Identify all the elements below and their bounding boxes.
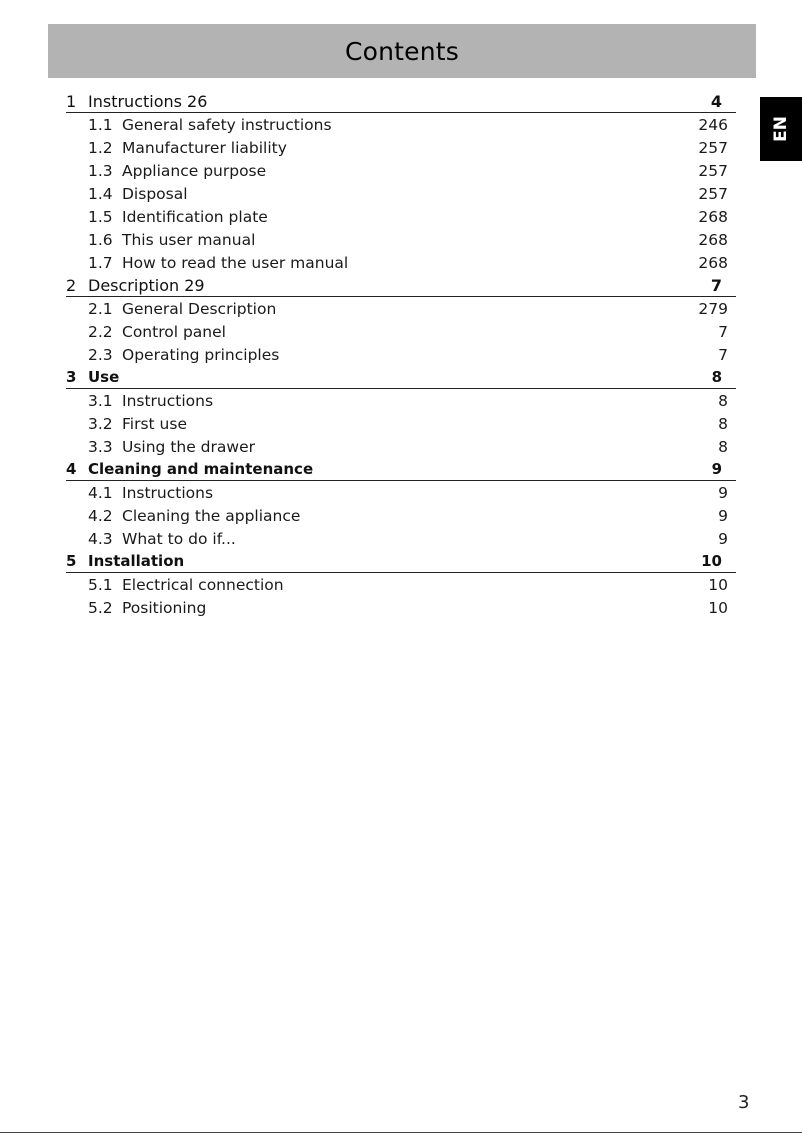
section-title: Instructions 26 [88, 92, 208, 111]
item-title: How to read the user manual [122, 254, 349, 272]
toc-item[interactable] [66, 159, 736, 182]
item-title: Cleaning the appliance [122, 507, 301, 525]
item-number: 1.2 [88, 139, 113, 157]
item-number: 2.3 [88, 346, 113, 364]
page-title: Contents [344, 36, 460, 66]
section-number: 1 [66, 92, 77, 111]
item-number: 1.3 [88, 162, 113, 180]
toc-section[interactable] [66, 550, 736, 573]
toc-item[interactable] [66, 504, 736, 527]
item-title: Manufacturer liability [122, 139, 287, 157]
section-number: 5 [66, 552, 77, 570]
item-number: 3.1 [88, 392, 113, 410]
item-page: 9 [718, 484, 728, 502]
item-number: 1.7 [88, 254, 113, 272]
toc-section[interactable] [66, 458, 736, 481]
section-title: Cleaning and maintenance [88, 460, 314, 478]
toc-section[interactable] [66, 274, 736, 297]
toc-item[interactable] [66, 527, 736, 550]
item-page: 246 [698, 116, 728, 134]
toc-item[interactable] [66, 412, 736, 435]
item-title: Operating principles [122, 346, 280, 364]
toc-section[interactable] [66, 366, 736, 389]
toc-item[interactable] [66, 228, 736, 251]
table-of-contents [66, 90, 736, 619]
item-page: 9 [718, 530, 728, 548]
item-page: 7 [718, 346, 728, 364]
item-title: Instructions [122, 484, 214, 502]
toc-item[interactable] [66, 320, 736, 343]
section-page: 9 [711, 460, 722, 478]
item-number: 4.1 [88, 484, 113, 502]
language-tab [760, 97, 802, 161]
item-number: 1.1 [88, 116, 113, 134]
item-title: Disposal [122, 185, 188, 203]
item-number: 2.1 [88, 300, 113, 318]
item-title: Instructions [122, 392, 214, 410]
item-page: 8 [718, 438, 728, 456]
bottom-divider [0, 1132, 802, 1133]
toc-item[interactable] [66, 251, 736, 274]
section-title: Installation [88, 552, 185, 570]
item-number: 1.4 [88, 185, 113, 203]
section-number: 4 [66, 460, 77, 478]
item-title: General safety instructions [122, 116, 332, 134]
item-number: 1.6 [88, 231, 113, 249]
section-number: 3 [66, 368, 77, 386]
page-number: 3 [738, 1092, 750, 1113]
item-number: 2.2 [88, 323, 113, 341]
item-page: 268 [698, 231, 728, 249]
item-number: 3.2 [88, 415, 113, 433]
toc-item[interactable] [66, 182, 736, 205]
item-page: 257 [698, 139, 728, 157]
item-title: General Description [122, 300, 277, 318]
section-page: 8 [711, 368, 722, 386]
item-title: Positioning [122, 599, 207, 617]
item-title: Electrical connection [122, 576, 284, 594]
item-page: 257 [698, 185, 728, 203]
toc-item[interactable] [66, 113, 736, 136]
item-page: 268 [698, 254, 728, 272]
item-page: 10 [708, 599, 728, 617]
item-number: 5.1 [88, 576, 113, 594]
contents-header [48, 24, 756, 78]
item-number: 1.5 [88, 208, 113, 226]
toc-item[interactable] [66, 343, 736, 366]
item-title: Appliance purpose [122, 162, 267, 180]
section-title: Description 29 [88, 276, 205, 295]
toc-item[interactable] [66, 389, 736, 412]
toc-item[interactable] [66, 297, 736, 320]
item-page: 9 [718, 507, 728, 525]
item-page: 8 [718, 392, 728, 410]
section-page: 4 [710, 92, 722, 111]
toc-item[interactable] [66, 596, 736, 619]
toc-item[interactable] [66, 205, 736, 228]
item-page: 8 [718, 415, 728, 433]
item-number: 5.2 [88, 599, 113, 617]
section-title: Use [88, 368, 120, 386]
item-title: Identification plate [122, 208, 268, 226]
toc-item[interactable] [66, 435, 736, 458]
item-title: Control panel [122, 323, 226, 341]
toc-item[interactable] [66, 573, 736, 596]
item-page: 257 [698, 162, 728, 180]
item-title: What to do if... [122, 530, 236, 548]
section-page: 10 [701, 552, 722, 570]
item-page: 7 [718, 323, 728, 341]
item-number: 4.3 [88, 530, 113, 548]
item-page: 10 [708, 576, 728, 594]
item-title: First use [122, 415, 187, 433]
item-title: This user manual [122, 231, 256, 249]
item-number: 4.2 [88, 507, 113, 525]
item-page: 268 [698, 208, 728, 226]
language-label: EN [771, 116, 791, 142]
section-number: 2 [66, 276, 77, 295]
section-page: 7 [710, 276, 722, 295]
toc-item[interactable] [66, 136, 736, 159]
toc-item[interactable] [66, 481, 736, 504]
toc-section[interactable] [66, 90, 736, 113]
item-page: 279 [698, 300, 728, 318]
item-number: 3.3 [88, 438, 113, 456]
item-title: Using the drawer [122, 438, 255, 456]
